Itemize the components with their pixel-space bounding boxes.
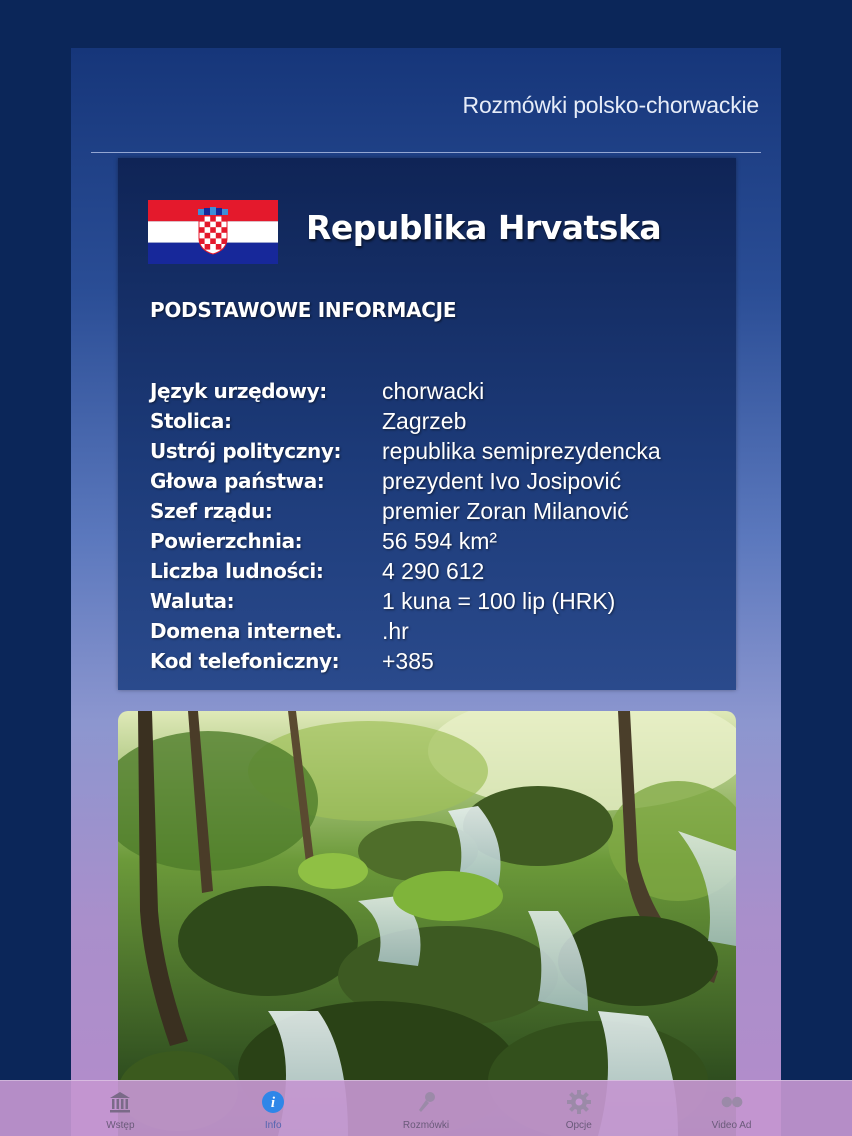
fact-label: Liczba ludności: <box>150 559 324 583</box>
fact-value: +385 <box>382 647 434 674</box>
fact-row-political-system <box>150 436 730 466</box>
main-panel <box>71 48 781 1136</box>
fact-label: Domena internet. <box>150 619 343 643</box>
fact-value: .hr <box>382 617 409 644</box>
fact-row-official-language <box>150 376 730 406</box>
app-title: Rozmówki polsko-chorwackie <box>462 92 759 118</box>
fact-label: Ustrój polityczny: <box>150 439 342 463</box>
tab-wstep[interactable] <box>55 1081 185 1136</box>
croatia-flag-icon <box>148 200 278 264</box>
fact-label: Kod telefoniczny: <box>150 649 340 673</box>
fact-value: 56 594 km² <box>382 527 498 554</box>
gear-icon <box>566 1089 592 1115</box>
section-title: PODSTAWOWE INFORMACJE <box>150 298 457 322</box>
fact-label: Język urzędowy: <box>150 379 327 403</box>
fact-value: 1 kuna = 100 lip (HRK) <box>382 587 616 614</box>
fact-value: premier Zoran Milanović <box>382 497 629 524</box>
fact-row-head-of-state <box>150 466 730 496</box>
tab-label: Opcje <box>565 1120 592 1131</box>
waterfall-photo <box>118 711 736 1136</box>
country-name: Republika Hrvatska <box>306 208 662 247</box>
fact-row-area <box>150 526 730 556</box>
fact-label: Stolica: <box>150 409 232 433</box>
tab-video-ad[interactable] <box>667 1081 797 1136</box>
info-icon <box>260 1089 286 1115</box>
fact-value: Zagrzeb <box>382 407 467 434</box>
waterfall-illustration <box>118 711 736 1136</box>
fact-row-capital <box>150 406 730 436</box>
fact-value: republika semiprezydencka <box>382 437 661 464</box>
tab-label: Video Ad <box>711 1120 752 1131</box>
tab-label: Info <box>264 1120 282 1131</box>
header-divider <box>91 152 761 153</box>
tab-info[interactable] <box>208 1081 338 1136</box>
video-ad-icon <box>719 1089 745 1115</box>
tab-label: Wstęp <box>106 1120 135 1131</box>
fact-value: chorwacki <box>382 377 485 404</box>
fact-label: Szef rządu: <box>150 499 273 523</box>
fact-row-internet-domain <box>150 616 730 646</box>
fact-value: 4 290 612 <box>382 557 485 584</box>
fact-row-population <box>150 556 730 586</box>
info-card <box>118 158 736 690</box>
microphone-icon <box>413 1089 439 1115</box>
fact-value: prezydent Ivo Josipović <box>382 467 622 494</box>
fact-row-phone-code <box>150 646 730 676</box>
svg-text:i: i <box>271 1095 276 1111</box>
fact-row-currency <box>150 586 730 616</box>
facts-list <box>150 376 730 676</box>
fact-label: Waluta: <box>150 589 235 613</box>
fact-label: Głowa państwa: <box>150 469 325 493</box>
tab-label: Rozmówki <box>402 1120 450 1131</box>
fact-label: Powierzchnia: <box>150 529 303 553</box>
tab-bar <box>0 1080 852 1136</box>
tab-rozmowki[interactable] <box>361 1081 491 1136</box>
tab-opcje[interactable] <box>514 1081 644 1136</box>
fact-row-head-of-government <box>150 496 730 526</box>
museum-icon <box>107 1089 133 1115</box>
